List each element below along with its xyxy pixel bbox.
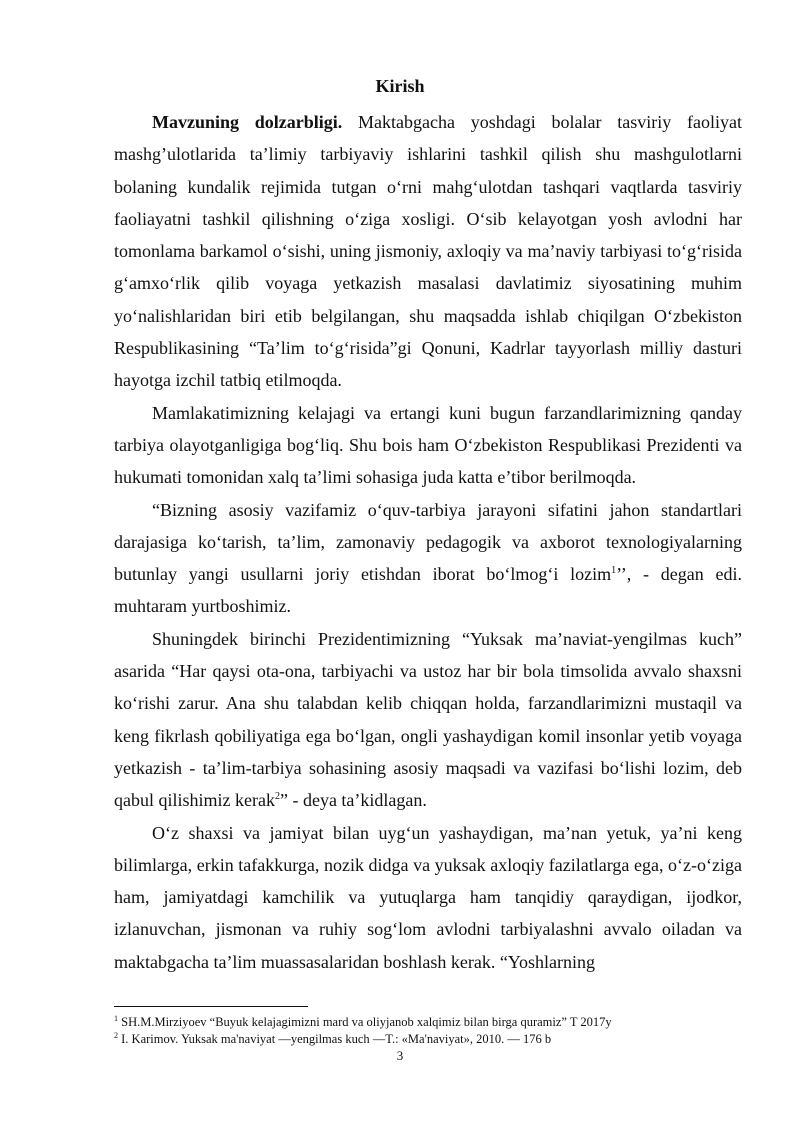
page-number: 3 (396, 1048, 404, 1063)
footnote-text: SH.M.Mirziyoev “Buyuk kelajagimizni mard va oliyjanob xalqimiz bilan birga quramiz” T 2017y (118, 1015, 612, 1029)
footnote-reference[interactable]: 1 (611, 565, 617, 577)
paragraph-text: ” - deya ta’kidlagan. (279, 790, 427, 811)
paragraph-lead-heading: Mavzuning dolzarbligi. (152, 112, 343, 132)
footnotes (114, 1014, 742, 1048)
paragraph-text: “Bizning asosiy vazifamiz o‘quv-tarbiya jarayoni sifatini jahon standartlari darajasiga ko‘tarish, ta’lim, zamonaviy pedagogik va axborot texnologiyalarning butunlay yangi usullarni joriy etishdan iborat bo‘lmog‘i lozim (114, 499, 742, 585)
footnote-item (114, 1014, 742, 1031)
paragraph-text: Mamlakatimizning kelajagi va ertangi kuni bugun farzandlarimizning qanday tarbiya olayotganligiga bog‘liq. Shu bois ham O‘zbekiston Respublikasi Prezidenti va hukumati tomonidan xalq ta’limi sohasiga juda katta e’tibor berilmoqda. (114, 402, 742, 488)
paragraph-text: Shuningdek birinchi Prezidentimizning “Yuksak ma’naviat-yengilmas kuch” asarida “Har qaysi ota-ona, tarbiyachi va ustoz har bir bola timsolida avvalo shaxsni ko‘rishi zarur. Ana shu talabdan kelib chiqqan holda, farzandlarimizni mustaqil va keng fikrlash qobiliyatiga ega bo‘lgan, ongli yashaydigan komil insonlar yetib voyaga yetkazish - ta’lim-tarbiya sohasining asosiy maqsadi va vazifasi bo‘lishi lozim, deb qabul qilishimiz kerak (114, 628, 742, 811)
footnote-item (114, 1031, 742, 1048)
footnote-number: 2 (114, 1030, 118, 1040)
page-title: Kirish (375, 76, 425, 96)
paragraph-future (114, 397, 742, 494)
paragraph-text: Maktabgacha yoshdagi bolalar tasviriy faoliyat mashg’ulotlarida ta’limiy tarbiyaviy ishlarini tashkil qilish shu mashgulotlarni bolaning kundalik rejimida tutgan o‘rni mahg‘ulotdan tashqari vaqtlarda tasviriy faoliayatni tashkil qilishning o‘ziga xosligi. O‘sib kelayotgan yosh avlodni har tomonlama barkamol o‘sishi, uning jismoniy, axloqiy va ma’naviy tarbiyasi to‘g‘risida g‘amxo‘rlik qilib voyaga yetkazish masalasi davlatimiz siyosatining muhim yo‘nalishlaridan biri etib belgilangan, shu maqsadda ishlab chiqilgan O‘zbekiston Respublikasining “Ta’lim to‘g‘risida”gi Qonuni, Kadrlar tayyorlash milliy dasturi hayotga izchil tatbiq etilmoqda. (114, 112, 742, 391)
paragraph-text: ’’, - degan edi. muhtaram yurtboshimiz. (114, 564, 742, 617)
paragraph-relevance (114, 106, 742, 397)
footnote-separator (114, 1006, 308, 1007)
paragraph-quote-karimov (114, 623, 742, 817)
paragraph-text: O‘z shaxsi va jamiyat bilan uyg‘un yashaydigan, ma’nan yetuk, ya’ni keng bilimlarga, erkin tafakkurga, nozik didga va yuksak axloqiy fazilatlarga ega, o‘z-o‘ziga ham, jamiyatdagi kamchilik va yutuqlarga ham tanqidiy qaraydigan, ijodkor, izlanuvchan, jismonan va ruhiy sog‘lom avlodni tarbiyalashni avvalo oiladan va maktabgacha ta’lim muassasalaridan boshlash kerak. “Yoshlarning (114, 822, 742, 972)
footnote-reference[interactable]: 2 (274, 791, 280, 803)
footnote-number: 1 (114, 1013, 118, 1023)
document-body (114, 106, 742, 978)
paragraph-upbringing (114, 817, 742, 978)
paragraph-quote-president (114, 494, 742, 623)
footnote-text: I. Karimov. Yuksak ma'naviyat —yengilmas kuch —T.: «Ma'naviyat», 2010. — 176 b (118, 1032, 552, 1046)
